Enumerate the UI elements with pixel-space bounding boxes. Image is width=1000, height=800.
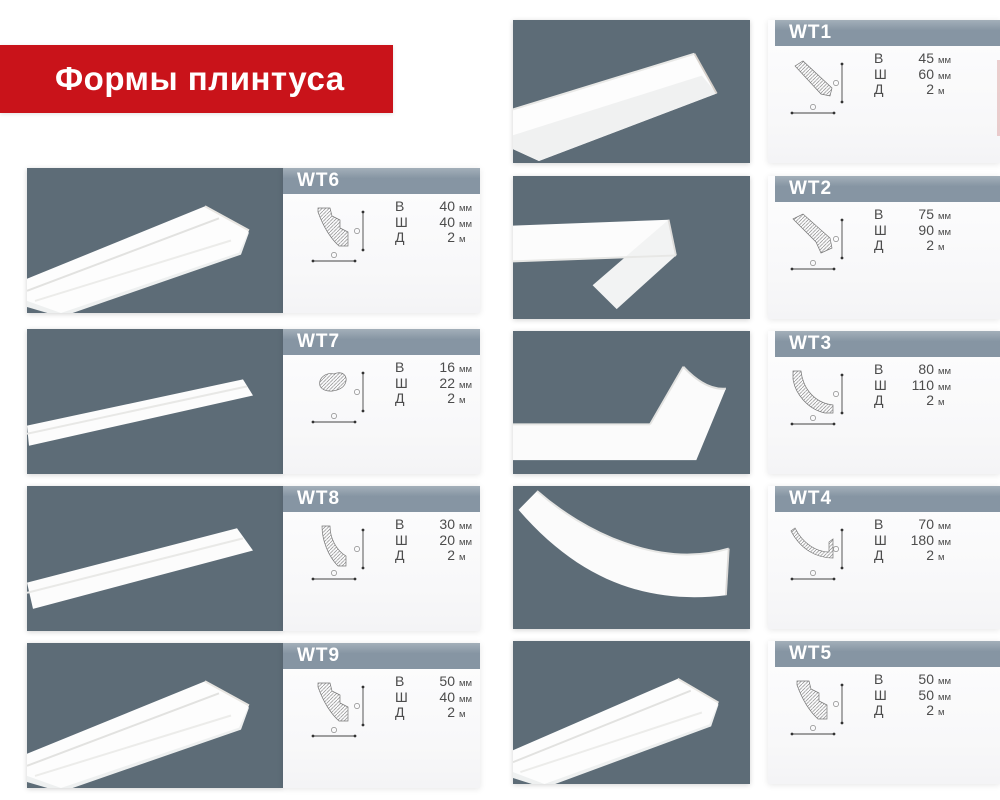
molding-photo-image [27, 486, 283, 631]
molding-photo-image [513, 486, 750, 629]
length-value: 2 [447, 704, 455, 720]
spec-row-length [395, 705, 479, 721]
spec-row-height [395, 674, 479, 690]
width-value: 60 [918, 65, 934, 82]
molding-photo-image [27, 643, 283, 788]
width-value: 90 [918, 221, 934, 238]
height-label: В [395, 516, 405, 532]
product-code-header [283, 486, 480, 512]
product-code-label: WT3 [789, 333, 833, 354]
product-card [27, 643, 480, 788]
length-unit: м [938, 397, 945, 408]
height-label: В [874, 361, 884, 377]
spec-row-width [874, 688, 958, 704]
product-photo [513, 641, 750, 784]
height-value: 40 [439, 198, 455, 214]
width-unit: мм [459, 693, 473, 705]
spec-row-height [874, 51, 958, 67]
product-code-label: WT8 [297, 488, 341, 509]
product-code-label: WT7 [297, 331, 341, 352]
width-unit: мм [938, 381, 952, 393]
product-card [513, 176, 1000, 319]
profile-diagram-icon [309, 204, 375, 280]
spec-rows [395, 674, 479, 721]
height-unit: мм [938, 676, 952, 687]
product-photo [27, 329, 283, 474]
height-label: В [395, 198, 405, 214]
spec-row-height [874, 517, 958, 533]
width-unit: мм [459, 536, 473, 548]
width-unit: мм [459, 379, 473, 391]
product-code-header [775, 641, 1000, 667]
product-card [27, 486, 480, 631]
height-unit: мм [459, 521, 473, 532]
height-label: В [874, 50, 884, 66]
length-value: 2 [447, 229, 455, 245]
product-code-header [283, 329, 480, 355]
height-value: 50 [439, 673, 455, 689]
product-photo [513, 20, 750, 163]
product-code-header [775, 486, 1000, 512]
spec-rows [874, 672, 958, 719]
length-label: Д [874, 392, 884, 408]
spec-row-height [874, 672, 958, 688]
product-card [513, 486, 1000, 629]
width-value: 40 [439, 213, 455, 230]
spec-row-height [395, 360, 479, 376]
length-value: 2 [926, 702, 934, 718]
length-unit: м [459, 234, 466, 245]
height-value: 50 [918, 671, 934, 687]
length-label: Д [874, 81, 884, 97]
profile-diagram-icon [309, 679, 375, 755]
spec-panel [283, 329, 480, 474]
length-unit: м [938, 707, 945, 718]
spec-row-length [874, 238, 958, 254]
product-code-label: WT9 [297, 645, 341, 666]
length-label: Д [395, 704, 405, 720]
width-value: 110 [911, 376, 934, 393]
product-card [513, 331, 1000, 474]
length-unit: м [459, 395, 466, 406]
product-photo [513, 176, 750, 319]
width-label: Ш [874, 531, 887, 548]
molding-photo-image [513, 331, 750, 474]
length-label: Д [874, 237, 884, 253]
spec-rows [874, 362, 958, 409]
length-unit: м [938, 242, 945, 253]
length-unit: м [459, 709, 466, 720]
height-unit: мм [459, 678, 473, 689]
molding-photo-image [27, 329, 283, 474]
length-label: Д [874, 547, 884, 563]
spec-row-height [874, 362, 958, 378]
spec-row-width [874, 67, 958, 83]
length-value: 2 [447, 390, 455, 406]
profile-diagram-icon [309, 522, 375, 598]
spec-row-height [874, 207, 958, 223]
spec-rows [874, 51, 958, 98]
height-value: 45 [918, 50, 934, 66]
height-label: В [874, 516, 884, 532]
spec-row-height [395, 517, 479, 533]
product-code-header [283, 643, 480, 669]
spec-row-width [395, 533, 479, 549]
width-label: Ш [874, 221, 887, 238]
length-unit: м [938, 552, 945, 563]
product-code-header [775, 331, 1000, 357]
width-label: Ш [874, 686, 887, 703]
spec-panel [283, 643, 480, 788]
height-label: В [395, 359, 405, 375]
profile-diagram-icon [788, 212, 854, 288]
product-photo [513, 486, 750, 629]
spec-panel [768, 331, 1000, 474]
product-photo [27, 168, 283, 313]
spec-rows [395, 360, 479, 407]
width-label: Ш [395, 374, 408, 391]
spec-row-width [395, 690, 479, 706]
height-value: 16 [439, 359, 455, 375]
height-value: 80 [918, 361, 934, 377]
height-label: В [874, 206, 884, 222]
product-code-label: WT1 [789, 22, 833, 43]
spec-row-width [874, 533, 958, 549]
spec-panel [283, 168, 480, 313]
molding-photo-image [513, 20, 750, 163]
width-value: 180 [910, 531, 934, 548]
spec-panel [283, 486, 480, 631]
profile-diagram-icon [788, 522, 854, 598]
product-card [27, 168, 480, 313]
molding-photo-image [513, 641, 750, 784]
height-value: 75 [918, 206, 934, 222]
product-photo [27, 643, 283, 788]
product-code-label: WT4 [789, 488, 833, 509]
product-card [513, 20, 1000, 163]
width-value: 20 [439, 531, 455, 548]
spec-row-height [395, 199, 479, 215]
height-unit: мм [938, 366, 952, 377]
width-unit: мм [938, 226, 952, 238]
width-unit: мм [938, 691, 952, 703]
spec-panel [768, 486, 1000, 629]
spec-rows [874, 517, 958, 564]
length-value: 2 [926, 237, 934, 253]
length-value: 2 [447, 547, 455, 563]
length-label: Д [874, 702, 884, 718]
height-label: В [874, 671, 884, 687]
product-card [27, 329, 480, 474]
profile-diagram-icon [788, 367, 854, 443]
width-label: Ш [395, 213, 408, 230]
spec-row-length [395, 391, 479, 407]
spec-rows [395, 517, 479, 564]
height-label: В [395, 673, 405, 689]
spec-panel [768, 20, 1000, 163]
profile-diagram-icon [309, 365, 375, 441]
length-value: 2 [926, 81, 934, 97]
height-unit: мм [938, 521, 952, 532]
width-label: Ш [874, 65, 887, 82]
length-unit: м [459, 552, 466, 563]
product-code-header [775, 20, 1000, 46]
length-value: 2 [926, 392, 934, 408]
profile-diagram-icon [788, 677, 854, 753]
spec-row-length [395, 230, 479, 246]
product-code-label: WT5 [789, 643, 833, 664]
width-label: Ш [874, 376, 887, 393]
width-label: Ш [395, 531, 408, 548]
length-value: 2 [926, 547, 934, 563]
length-label: Д [395, 229, 405, 245]
height-unit: мм [938, 211, 952, 222]
product-code-header [775, 176, 1000, 202]
height-unit: мм [459, 364, 473, 375]
width-unit: мм [459, 218, 473, 230]
spec-row-length [874, 82, 958, 98]
width-value: 50 [918, 686, 934, 703]
spec-row-length [874, 703, 958, 719]
product-photo [27, 486, 283, 631]
page-title: Формы плинтуса [55, 60, 345, 97]
product-photo [513, 331, 750, 474]
spec-row-width [395, 215, 479, 231]
spec-row-length [874, 393, 958, 409]
width-value: 22 [439, 374, 455, 391]
spec-row-width [874, 223, 958, 239]
spec-row-width [874, 378, 958, 394]
spec-rows [395, 199, 479, 246]
spec-row-length [874, 548, 958, 564]
height-value: 70 [918, 516, 934, 532]
product-card [513, 641, 1000, 784]
profile-diagram-icon [788, 56, 854, 132]
height-unit: мм [938, 55, 952, 66]
spec-panel [768, 176, 1000, 319]
spec-rows [874, 207, 958, 254]
length-unit: м [938, 86, 945, 97]
length-label: Д [395, 547, 405, 563]
length-label: Д [395, 390, 405, 406]
product-code-header [283, 168, 480, 194]
width-unit: мм [938, 70, 952, 82]
spec-row-width [395, 376, 479, 392]
product-code-label: WT2 [789, 178, 833, 199]
width-value: 40 [439, 688, 455, 705]
spec-panel [768, 641, 1000, 784]
page-title-banner [0, 45, 393, 113]
height-value: 30 [439, 516, 455, 532]
height-unit: мм [459, 203, 473, 214]
molding-photo-image [513, 176, 750, 319]
molding-photo-image [27, 168, 283, 313]
spec-row-length [395, 548, 479, 564]
width-unit: мм [938, 536, 952, 548]
product-code-label: WT6 [297, 170, 341, 191]
width-label: Ш [395, 688, 408, 705]
